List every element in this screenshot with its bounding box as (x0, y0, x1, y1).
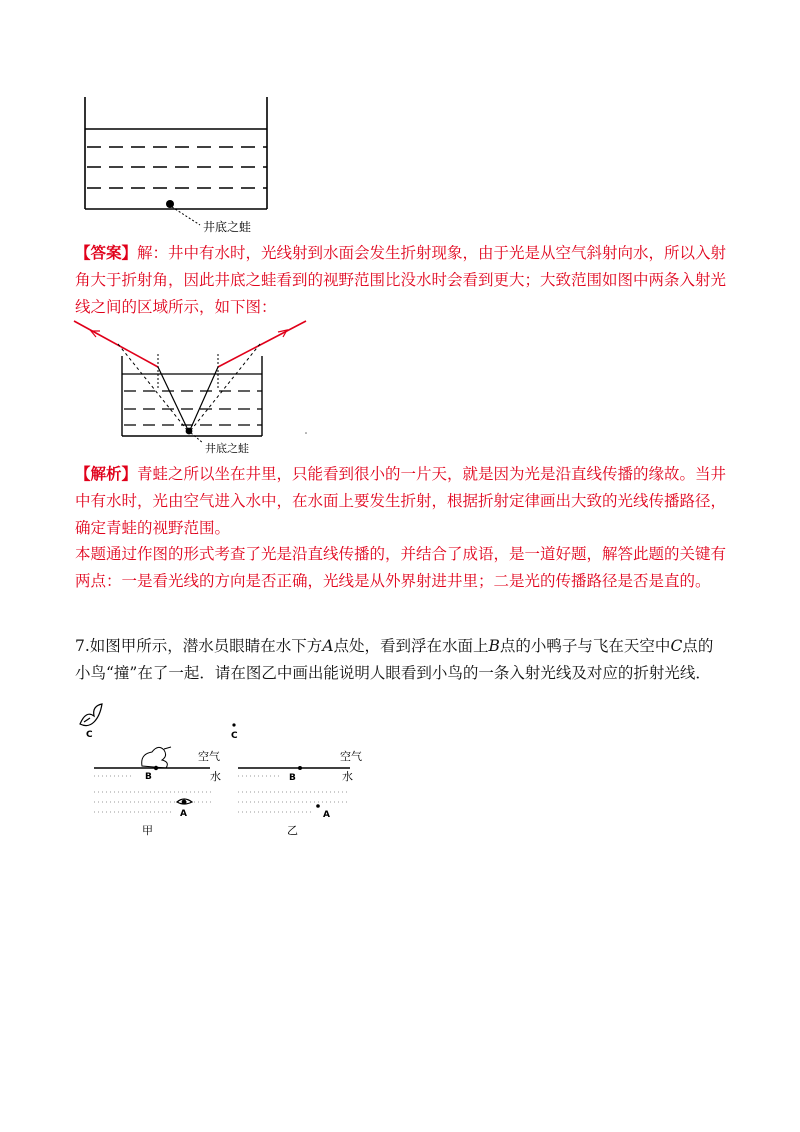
well-label-1: 井底之蛙 (203, 220, 252, 234)
label-water-yi: 水 (342, 770, 353, 783)
label-air-jia: 空气 (198, 750, 220, 763)
answer-paragraph (75, 239, 727, 321)
water-dots-jia (94, 776, 212, 812)
point-b: B (488, 637, 500, 655)
water-dashes (124, 391, 262, 425)
well-figure-1 (70, 95, 290, 240)
analysis-tag: 【解析】 (75, 464, 138, 483)
answer-text: 解：井中有水时，光线射到水面会发生折射现象，由于光是从空气斜射向水，所以入射角大于折射角，因此井底之蛙看到的视野范围比没水时会看到更大；大致范围如图中两条入射光线之间的区域所示，如下图： (75, 244, 727, 316)
caption-jia: 甲 (142, 824, 153, 837)
answer-tag: 【答案】 (75, 243, 138, 262)
question-number: 7. (75, 637, 90, 655)
point-a-dot-yi (316, 804, 320, 808)
point-c: C (670, 637, 683, 655)
label-a-yi: A (323, 810, 330, 820)
label-air-yi: 空气 (340, 750, 362, 763)
label-b-jia: B (145, 772, 152, 782)
refracted-rays (158, 367, 218, 430)
analysis-paragraph (75, 460, 727, 542)
frog-dot (166, 200, 174, 208)
point-a: A (322, 637, 334, 655)
stray-dot (305, 432, 307, 434)
figure-yi (232, 712, 367, 844)
analysis-comment: 本题通过作图的形式考查了光是沿直线传播的，并结合了成语，是一道好题，解答此题的关键有两点：一是看光线的方向是否正确，光线是从外界射进井里；二是光的传播路径是否是直的。 (75, 545, 727, 590)
water-dashes (87, 147, 267, 188)
label-c-jia: C (86, 730, 93, 740)
well-figure-2 (70, 316, 320, 462)
well-label-2: 井底之蛙 (205, 442, 249, 455)
caption-yi: 乙 (287, 824, 298, 837)
label-c-yi: C (231, 731, 238, 741)
point-b-dot-jia (154, 766, 158, 770)
label-b-yi: B (289, 773, 296, 783)
label-a-jia: A (180, 809, 187, 819)
bird-icon (80, 704, 102, 726)
point-b-dot-yi (298, 766, 302, 770)
analysis-text: 青蛙之所以坐在井里，只能看到很小的一片天，就是因为光是沿直线传播的缘故。当井中有水时，光由空气进入水中，在水面上要发生折射，根据折射定律画出大致的光线传播路径，确定青蛙的视野范围。 (75, 465, 727, 537)
figure-jia (72, 702, 232, 844)
duck-icon (142, 747, 171, 768)
incident-rays (74, 321, 306, 367)
eye-icon (177, 799, 192, 804)
label-leader (191, 433, 203, 443)
point-c-mark-yi (232, 723, 235, 726)
well-walls (85, 97, 267, 209)
normals (158, 354, 218, 388)
label-water-jia: 水 (210, 770, 221, 783)
question-7: 7.如图甲所示，潜水员眼睛在水下方A点处，看到浮在水面上B点的小鸭子与飞在天空中C点的小鸟“撞”在了一起．请在图乙中画出能说明人眼看到小鸟的一条入射光线及对应的折射光线． (75, 637, 714, 682)
